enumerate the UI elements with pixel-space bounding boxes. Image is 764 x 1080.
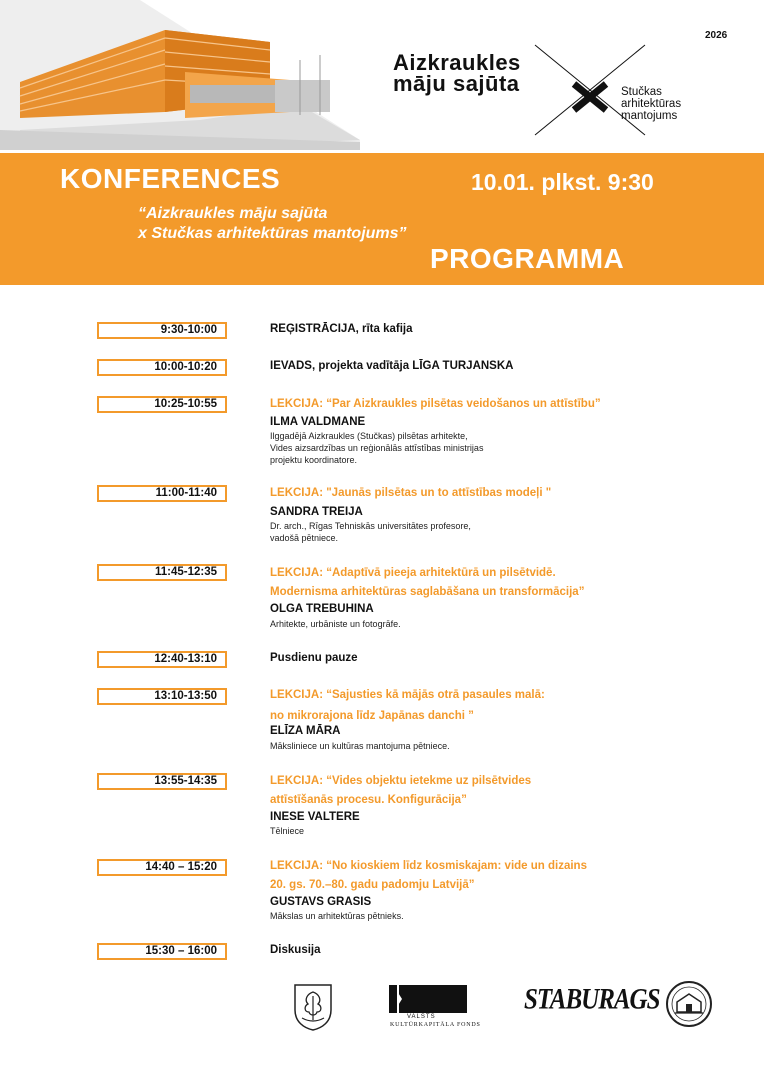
time-slot: 11:45-12:35 [97,564,227,581]
speaker-description [270,910,590,922]
time-slot: 14:40 – 15:20 [97,859,227,876]
schedule-item-text: Diskusija [270,944,321,956]
time-slot: 11:00-11:40 [97,485,227,502]
logo-sub-line: Stučkas [621,86,662,98]
lecture-title [270,564,584,602]
aizkraukle-coat-of-arms-icon [292,982,334,1032]
kkf-text-line2: KULTŪRKAPITĀLA FONDS [390,1022,481,1028]
time-slot: 13:55-14:35 [97,773,227,790]
logo-sub-line: mantojums [621,110,678,122]
schedule-item-text: Pusdienu pauze [270,652,358,664]
lecture-title-line: LEKCIJA: “No kioskiem līdz kosmiskajam: vide un dizains [270,860,587,872]
speaker-name: ELĪZA MĀRA [270,725,341,737]
time-slot: 9:30-10:00 [97,322,227,339]
kkf-text-line1: VALSTS [407,1014,436,1020]
kkf-logo-icon [389,985,467,1013]
speaker-description [270,618,590,630]
speaker-description [270,430,590,466]
year-label: 2026 [705,30,728,41]
desc-line: projektu koordinatore. [270,455,358,465]
time-slot: 10:00-10:20 [97,359,227,376]
speaker-description [270,825,590,837]
lecture-title [270,857,587,895]
speaker-name: INESE VALTERE [270,811,360,823]
logo-title-line1: Aizkraukles [393,50,521,75]
desc-line: Ilggadējā Aizkraukles (Stučkas) pilsētas arhitekte, [270,431,468,441]
logo-title-line2: māju sajūta [393,71,520,96]
lecture-title-line: no mikrorajona līdz Japānas danchi ” [270,710,474,722]
lecture-title: LEKCIJA: "Jaunās pilsētas un to attīstības modeļi " [270,487,552,499]
desc-line: Tēlniece [270,826,305,836]
speaker-name: SANDRA TREIJA [270,506,363,518]
conference-title: KONFERENCES [60,163,281,194]
lecture-title: LEKCIJA: “Par Aizkraukles pilsētas veidošanos un attīstību” [270,398,601,410]
lecture-title-line: LEKCIJA: “Vides objektu ietekme uz pilsētvides [270,775,532,787]
conference-date: 10.01. plkst. 9:30 [471,169,654,195]
lecture-title-line: Modernisma arhitektūras saglabāšana un transformācija” [270,586,585,598]
museum-seal-icon [665,980,713,1028]
conference-quote-line1: “Aizkraukles māju sajūta [138,205,328,222]
speaker-description [270,740,590,752]
speaker-name: ILMA VALDMANE [270,416,366,428]
staburags-logo: STABURAGS [524,983,660,1016]
schedule-item-text: REĢISTRĀCIJA, rīta kafija [270,323,413,335]
desc-line: vadošā pētniece. [270,533,339,543]
lecture-title-line: LEKCIJA: “Adaptīvā pieeja arhitektūrā un pilsētvidē. [270,567,556,579]
desc-line: Mākslas un arhitektūras pētnieks. [270,911,404,921]
desc-line: Arhitekte, urbāniste un fotogrāfe. [270,619,401,629]
logo-subtitle [621,86,711,122]
lecture-title-line: 20. gs. 70.–80. gadu padomju Latvijā” [270,879,475,891]
speaker-name: GUSTAVS GRASIS [270,896,372,908]
program-heading: PROGRAMMA [430,243,625,274]
title-banner [0,153,764,285]
speaker-description [270,520,590,544]
lecture-title [270,686,545,726]
desc-line: Māksliniece un kultūras mantojuma pētniece. [270,741,450,751]
lecture-title [270,772,531,810]
desc-line: Dr. arch., Rīgas Tehniskās universitātes profesore, [270,521,471,531]
header-building-illustration [0,0,360,150]
desc-line: Vides aizsardzības un reģionālās attīstības ministrijas [270,443,484,453]
time-slot: 10:25-10:55 [97,396,227,413]
speaker-name: OLGA TREBUHINA [270,603,374,615]
lecture-title-line: LEKCIJA: “Sajusties kā mājās otrā pasaules malā: [270,689,545,701]
lecture-title-line: attīstīšanās procesu. Konfigurācija” [270,794,467,806]
logo-sub-line: arhitektūras [621,98,682,110]
conference-quote-line2: x Stučkas arhitektūras mantojums” [138,225,407,242]
time-slot: 13:10-13:50 [97,688,227,705]
time-slot: 15:30 – 16:00 [97,943,227,960]
schedule-item-text: IEVADS, projekta vadītāja LĪGA TURJANSKA [270,360,514,372]
time-slot: 12:40-13:10 [97,651,227,668]
